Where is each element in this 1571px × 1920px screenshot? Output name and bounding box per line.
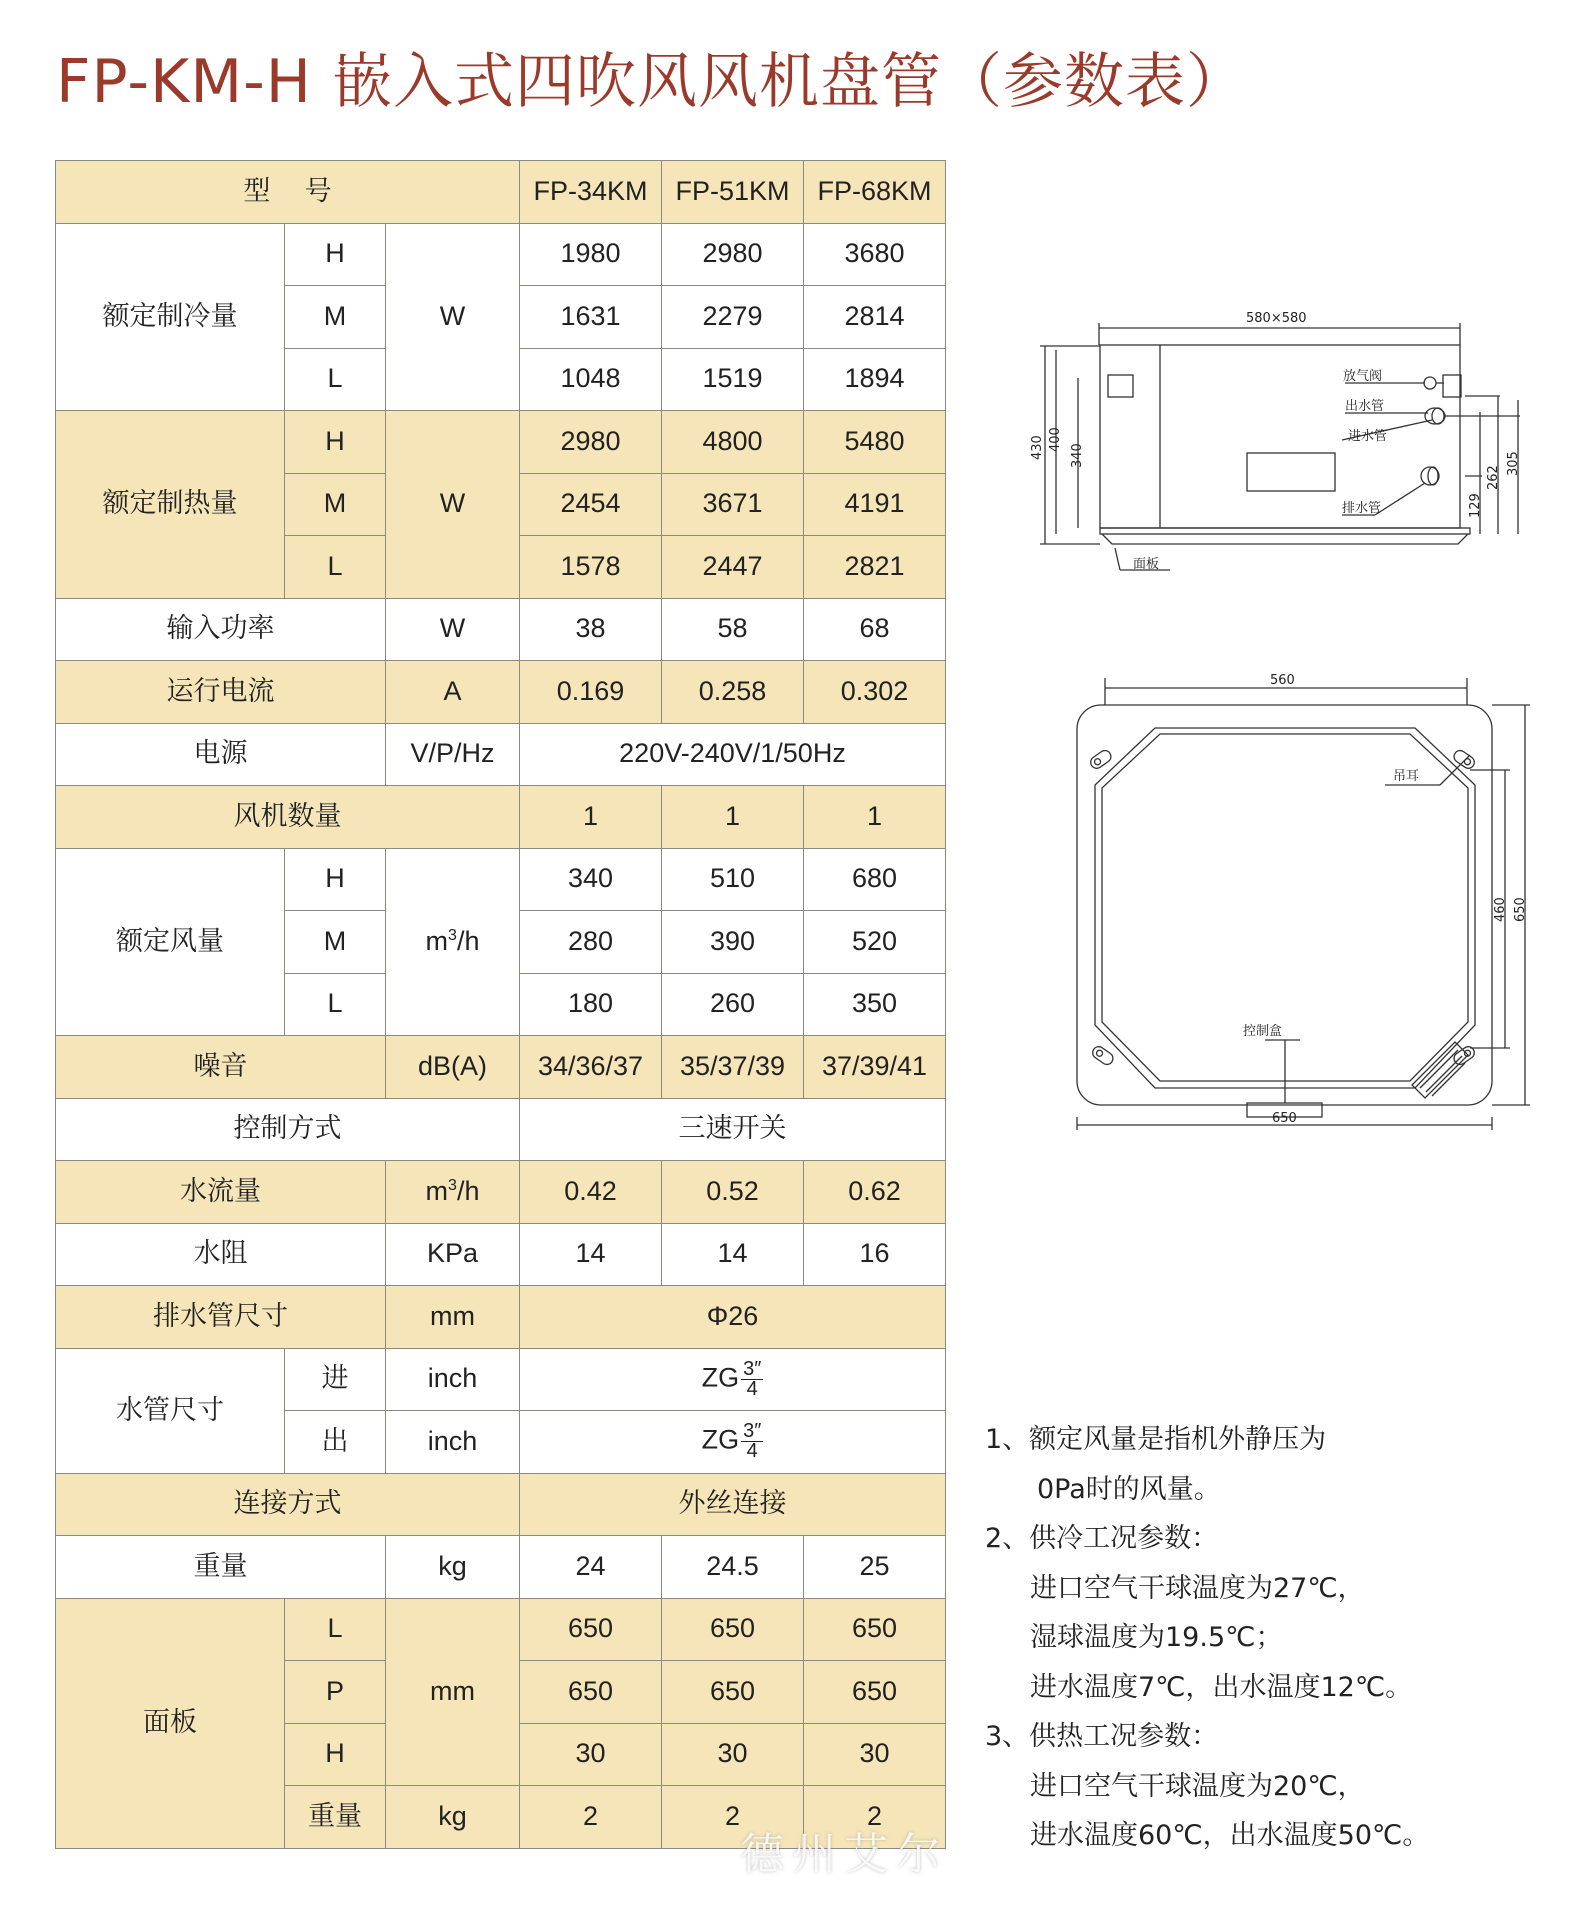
connection-label: 连接方式 [56, 1473, 520, 1536]
value-cell: 1048 [520, 348, 662, 411]
value-cell: 0.42 [520, 1161, 662, 1224]
dim-430: 430 [1030, 435, 1045, 460]
value-cell: Φ26 [520, 1286, 946, 1349]
connection-row [56, 1473, 946, 1536]
value-cell: 58 [662, 598, 804, 661]
noise-row [56, 1036, 946, 1099]
model-name: FP-68KM [804, 161, 946, 224]
unit-cell: W [386, 223, 520, 411]
level-cell: H [285, 1723, 386, 1786]
airflow-label: 额定风量 [56, 848, 285, 1036]
level-cell: M [285, 286, 386, 349]
note-line: 1、额定风量是指机外静压为 [985, 1424, 1327, 1455]
level-cell: H [285, 411, 386, 474]
dim-650-height: 650 [1513, 897, 1528, 922]
unit-cell: W [386, 598, 520, 661]
fraction-denominator: 4 [746, 1440, 758, 1463]
waterflow-label: 水流量 [56, 1161, 386, 1224]
value-cell: 68 [804, 598, 946, 661]
level-cell: L [285, 1598, 386, 1661]
value-cell: 5480 [804, 411, 946, 474]
value-cell: 1 [520, 786, 662, 849]
dim-400: 400 [1048, 427, 1063, 452]
value-cell: 510 [662, 848, 804, 911]
value-cell: 340 [520, 848, 662, 911]
waterflow-row [56, 1161, 946, 1224]
unit-sup: 3 [448, 1176, 457, 1194]
value-cell: 2454 [520, 473, 662, 536]
value-cell: 34/36/37 [520, 1036, 662, 1099]
value-cell: 2821 [804, 536, 946, 599]
pipe-prefix: ZG [701, 1362, 740, 1393]
value-cell [520, 1411, 946, 1474]
value-cell: 1578 [520, 536, 662, 599]
value-cell: 30 [804, 1723, 946, 1786]
unit-cell: KPa [386, 1223, 520, 1286]
dim-305: 305 [1506, 451, 1521, 476]
unit-cell: dB(A) [386, 1036, 520, 1099]
top-view-diagram [1060, 660, 1540, 1140]
value-cell: 390 [662, 911, 804, 974]
note-line: 进口空气干球温度为20℃， [1030, 1770, 1365, 1802]
value-cell: 650 [520, 1661, 662, 1724]
value-cell: 38 [520, 598, 662, 661]
fraction-numerator: 3″ [743, 1420, 762, 1443]
level-cell: L [285, 348, 386, 411]
note-line: 进口空气干球温度为27℃， [1030, 1572, 1365, 1604]
value-cell: 0.62 [804, 1161, 946, 1224]
unit-cell: mm [386, 1598, 520, 1786]
notes [985, 1415, 1505, 1861]
fraction-numerator: 3″ [743, 1357, 762, 1380]
value-cell: 260 [662, 973, 804, 1036]
value-cell: 30 [662, 1723, 804, 1786]
side-view-diagram [1020, 300, 1540, 590]
panel-row [56, 1598, 946, 1661]
weight-label: 重量 [56, 1536, 386, 1599]
value-cell: 35/37/39 [662, 1036, 804, 1099]
model-name: FP-34KM [520, 161, 662, 224]
unit-cell: A [386, 661, 520, 724]
value-cell: 0.258 [662, 661, 804, 724]
unit-tail: /h [456, 1175, 480, 1206]
value-cell: 180 [520, 973, 662, 1036]
level-cell: M [285, 911, 386, 974]
value-cell: 2980 [662, 223, 804, 286]
power-label: 输入功率 [56, 598, 386, 661]
unit-cell: V/P/Hz [386, 723, 520, 786]
label-panel: 面板 [1133, 557, 1160, 572]
value-cell: 280 [520, 911, 662, 974]
unit-base: m [425, 1175, 449, 1206]
note-line: 0Pa时的风量。 [1037, 1473, 1221, 1505]
dim-262: 262 [1486, 465, 1501, 490]
unit-cell: mm [386, 1286, 520, 1349]
level-cell: P [285, 1661, 386, 1724]
note-line: 进水温度60℃，出水温度50℃。 [1030, 1820, 1430, 1851]
value-cell: 650 [804, 1598, 946, 1661]
value-cell: 0.52 [662, 1161, 804, 1224]
unit-cell: W [386, 411, 520, 599]
unit-base: m [425, 925, 449, 956]
dim-340: 340 [1070, 443, 1085, 468]
label-hanger: 吊耳 [1393, 769, 1420, 784]
value-cell: 三速开关 [520, 1098, 946, 1161]
control-label: 控制方式 [56, 1098, 520, 1161]
dim-129: 129 [1468, 493, 1483, 518]
note-line: 2、供冷工况参数： [985, 1523, 1219, 1554]
drain-row [56, 1286, 946, 1349]
value-cell: 4800 [662, 411, 804, 474]
value-cell: 680 [804, 848, 946, 911]
value-cell: 1 [662, 786, 804, 849]
current-row [56, 661, 946, 724]
value-cell: 2 [804, 1786, 946, 1849]
value-cell: 2980 [520, 411, 662, 474]
page-title: FP-KM-H 嵌入式四吹风风机盘管（参数表） [56, 47, 1247, 117]
unit-cell [386, 848, 520, 1036]
value-cell: 650 [804, 1661, 946, 1724]
cooling-row [56, 223, 946, 286]
note-line: 3、供热工况参数： [985, 1721, 1219, 1752]
value-cell: 24.5 [662, 1536, 804, 1599]
value-cell: 1894 [804, 348, 946, 411]
panel-label: 面板 [56, 1598, 285, 1848]
unit-cell: inch [386, 1411, 520, 1474]
value-cell: 2279 [662, 286, 804, 349]
value-cell: 2447 [662, 536, 804, 599]
pipe-fraction [741, 1422, 763, 1461]
level-cell: M [285, 473, 386, 536]
value-cell: 0.169 [520, 661, 662, 724]
value-cell: 1519 [662, 348, 804, 411]
unit-cell: kg [386, 1536, 520, 1599]
level-cell: L [285, 536, 386, 599]
supply-label: 电源 [56, 723, 386, 786]
power-row [56, 598, 946, 661]
value-cell: 2814 [804, 286, 946, 349]
supply-row [56, 723, 946, 786]
dim-560: 560 [1270, 673, 1295, 688]
fans-label: 风机数量 [56, 786, 520, 849]
model-label: 型 号 [56, 161, 520, 224]
value-cell: 1980 [520, 223, 662, 286]
value-cell: 650 [662, 1598, 804, 1661]
weight-row [56, 1536, 946, 1599]
heating-label: 额定制热量 [56, 411, 285, 599]
value-cell: 4191 [804, 473, 946, 536]
fans-row [56, 786, 946, 849]
value-cell: 650 [662, 1661, 804, 1724]
label-drain: 排水管 [1342, 501, 1382, 516]
value-cell: 2 [520, 1786, 662, 1849]
model-row [56, 161, 946, 224]
value-cell: 520 [804, 911, 946, 974]
control-row [56, 1098, 946, 1161]
level-cell: H [285, 223, 386, 286]
label-vent: 放气阀 [1343, 369, 1383, 384]
model-name: FP-51KM [662, 161, 804, 224]
value-cell: 14 [662, 1223, 804, 1286]
value-cell: 2 [662, 1786, 804, 1849]
value-cell: 16 [804, 1223, 946, 1286]
pipe-row [56, 1348, 946, 1411]
level-cell: L [285, 973, 386, 1036]
unit-cell: inch [386, 1348, 520, 1411]
pipe-dir: 进 [285, 1348, 386, 1411]
value-cell: 650 [520, 1598, 662, 1661]
unit-sup: 3 [448, 926, 457, 944]
value-cell: 3671 [662, 473, 804, 536]
pipe-dir: 出 [285, 1411, 386, 1474]
value-cell: 外丝连接 [520, 1473, 946, 1536]
pipe-fraction [741, 1357, 763, 1400]
value-cell: 0.302 [804, 661, 946, 724]
dim-460: 460 [1493, 897, 1508, 922]
label-inlet: 进水管 [1348, 429, 1388, 444]
fraction-denominator: 4 [746, 1377, 758, 1400]
value-cell: 1631 [520, 286, 662, 349]
label-outlet: 出水管 [1345, 399, 1385, 414]
current-label: 运行电流 [56, 661, 386, 724]
airflow-row [56, 848, 946, 911]
level-cell: H [285, 848, 386, 911]
dim-width: 580×580 [1246, 311, 1307, 326]
value-cell: 30 [520, 1723, 662, 1786]
value-cell: 14 [520, 1223, 662, 1286]
unit-cell: kg [386, 1786, 520, 1849]
value-cell: 220V-240V/1/50Hz [520, 723, 946, 786]
pipe-prefix: ZG [701, 1424, 740, 1455]
value-cell: 350 [804, 973, 946, 1036]
panel-weight-label: 重量 [285, 1786, 386, 1849]
value-cell: 25 [804, 1536, 946, 1599]
water-resistance-row [56, 1223, 946, 1286]
value-cell: 3680 [804, 223, 946, 286]
spec-table [55, 160, 946, 1849]
label-control-box: 控制盒 [1243, 1024, 1283, 1039]
water-resistance-label: 水阻 [56, 1223, 386, 1286]
noise-label: 噪音 [56, 1036, 386, 1099]
drain-label: 排水管尺寸 [56, 1286, 386, 1349]
note-line: 进水温度7℃，出水温度12℃。 [1030, 1671, 1413, 1703]
dim-650-width: 650 [1272, 1111, 1297, 1126]
heating-row [56, 411, 946, 474]
cooling-label: 额定制冷量 [56, 223, 285, 411]
unit-cell [386, 1161, 520, 1224]
unit-tail: /h [456, 925, 480, 956]
value-cell: 1 [804, 786, 946, 849]
pipe-label: 水管尺寸 [56, 1348, 285, 1473]
value-cell: 24 [520, 1536, 662, 1599]
watermark: 德州艾尔 [740, 1829, 948, 1880]
value-cell: 37/39/41 [804, 1036, 946, 1099]
value-cell [520, 1348, 946, 1411]
note-line: 湿球温度为19.5℃； [1030, 1622, 1283, 1653]
